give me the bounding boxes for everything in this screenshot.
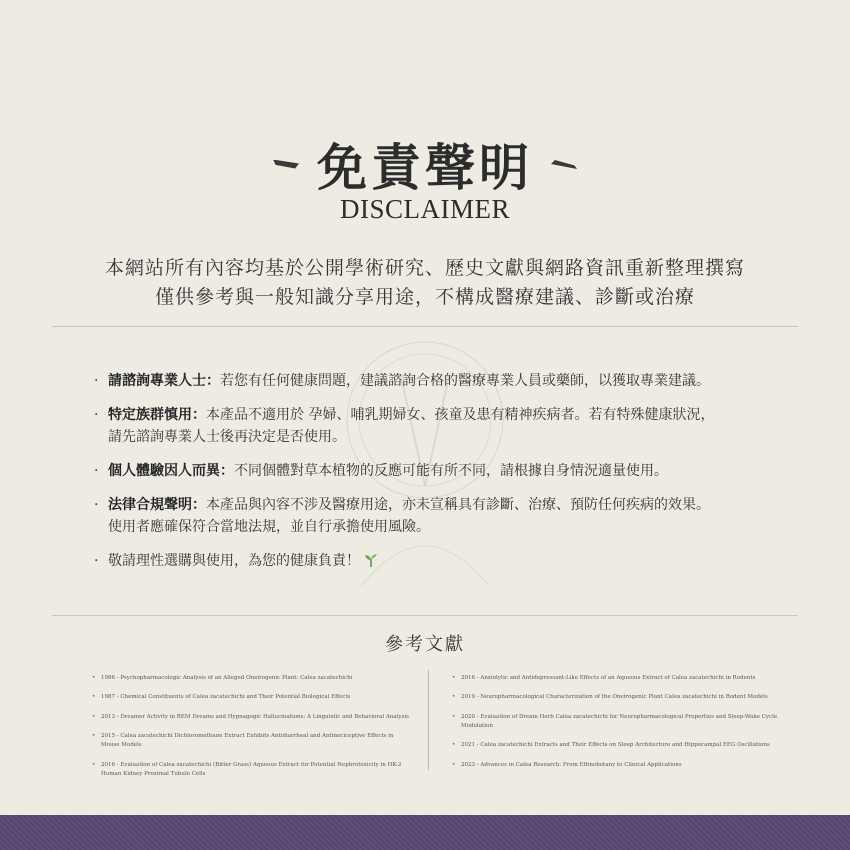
intro-line-1: 本網站所有內容均基於公開學術研究、歷史文獻與網路資訊重新整理撰寫 bbox=[104, 257, 745, 279]
bottom-divider bbox=[52, 615, 798, 616]
bottom-fabric-band bbox=[0, 815, 850, 850]
note-label: 法律合規聲明： bbox=[108, 497, 206, 513]
note-text: 若您有任何健康問題，建議諮詢合格的醫療專業人員或藥師，以獲取專業建議。 bbox=[220, 373, 710, 389]
reference-item: • 1987 - Chemical Constituents of Calea zacatechichi and Their Potential Biological Effects bbox=[92, 693, 412, 702]
title-left-ornament bbox=[273, 160, 299, 169]
note-text: 本產品不適用於 孕婦、哺乳期婦女、孩童及患有精神疾病者。若有特殊健康狀況， bbox=[206, 407, 715, 423]
reference-item: • 2016 - Anxiolytic and Antidepressant-Like Effects of an Aqueous Extract of Calea zacatechichi in Rodents bbox=[452, 674, 792, 683]
note-item bbox=[94, 494, 794, 538]
note-text: 本產品與內容不涉及醫療用途，亦未宣稱具有診斷、治療、預防任何疾病的效果。 bbox=[206, 497, 710, 513]
references-column-divider bbox=[428, 670, 429, 770]
references-right-column bbox=[452, 674, 792, 780]
note-item bbox=[94, 460, 794, 482]
bullet: · bbox=[94, 373, 99, 389]
note-text: 不同個體對草本植物的反應可能有所不同，請根據自身情況適量使用。 bbox=[234, 463, 668, 479]
note-text-continued: 請先諮詢專業人士後再決定是否使用。 bbox=[108, 429, 346, 445]
intro-text bbox=[0, 254, 850, 312]
note-label: 請諮詢專業人士： bbox=[108, 373, 220, 389]
bullet: · bbox=[94, 497, 99, 513]
reference-item: • 2021 - Calea zacatechichi Extracts and Their Effects on Sleep Architecture and Hippocampal EEG Oscillations bbox=[452, 741, 792, 750]
page-title: 免責聲明 bbox=[317, 138, 533, 197]
page-subtitle: DISCLAIMER bbox=[339, 194, 510, 224]
references-left-column bbox=[92, 674, 412, 789]
bullet: · bbox=[94, 463, 99, 479]
note-item bbox=[94, 370, 794, 392]
bullet: · bbox=[94, 553, 99, 569]
top-divider bbox=[52, 326, 798, 327]
title-row bbox=[0, 128, 850, 200]
intro-line-2: 僅供參考與一般知識分享用途，不構成醫療建議、診斷或治療 bbox=[154, 286, 695, 308]
reference-item: • 1986 - Psychopharmacologic Analysis of an Alleged Oneirogenic Plant: Calea zacatechichi bbox=[92, 674, 412, 683]
title-right-ornament bbox=[551, 160, 577, 169]
note-item bbox=[94, 404, 794, 448]
note-text-continued: 使用者應確保符合當地法規，並自行承擔使用風險。 bbox=[108, 519, 430, 535]
reference-item: • 2020 - Evaluation of Dream Herb Calea zacatechichi for Neuropharmacological Properties and Sleep-Wake Cycle Modulation bbox=[452, 713, 792, 731]
references-title: 參考文獻 bbox=[385, 634, 465, 655]
note-text: 敬請理性選購與使用，為您的健康負責！ bbox=[108, 553, 360, 569]
reference-item: • 2023 - Advances in Calea Research: From Ethnobotany to Clinical Applications bbox=[452, 761, 792, 770]
note-item bbox=[94, 550, 794, 572]
note-label: 特定族群慎用： bbox=[108, 407, 206, 423]
reference-item: • 2013 - Dreamer Activity in REM Dreams and Hypnagogic Hallucinations: A Linguistic and Behavioral Analysis bbox=[92, 713, 412, 722]
reference-item: • 2015 - Calea zacatechichi Dichloromethane Extract Exhibits Antidiarrheal and Antinociceptive Effects in Mouse Models bbox=[92, 732, 412, 750]
note-label: 個人體驗因人而異： bbox=[108, 463, 234, 479]
sprout-icon bbox=[363, 553, 379, 567]
reference-item: • 2019 - Neuropharmacological Characterization of the Oneirogenic Plant Calea zacatechichi in Rodent Models bbox=[452, 693, 792, 702]
bullet: · bbox=[94, 407, 99, 423]
disclaimer-list bbox=[94, 370, 794, 584]
reference-item: • 2016 - Evaluation of Calea zacatechichi (Bitter Grass) Aqueous Extract for Potential Nephrotoxicity in HK-2 Human Kidney Proximal Tubule Cells bbox=[92, 761, 412, 779]
